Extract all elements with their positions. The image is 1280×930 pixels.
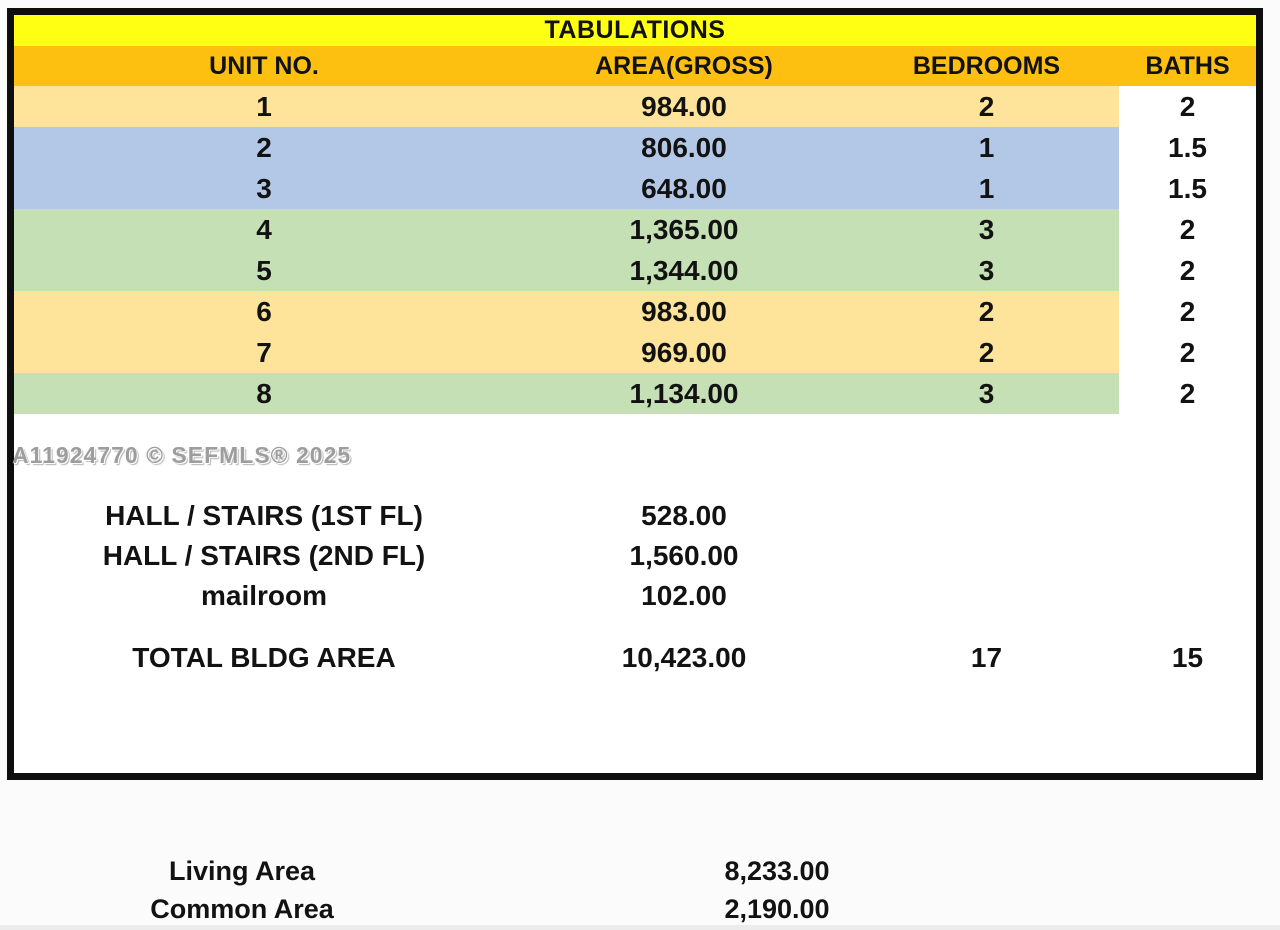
table-row — [14, 86, 1256, 127]
column-header-baths: BATHS — [1119, 46, 1256, 86]
area-cell: 984.00 — [514, 86, 854, 127]
baths-cell: 2 — [1119, 373, 1256, 414]
common-area-rows — [14, 496, 1256, 616]
baths-cell: 1.5 — [1119, 127, 1256, 168]
unit-no-cell: 8 — [14, 373, 514, 414]
common-area-row — [14, 576, 1256, 616]
area-cell: 983.00 — [514, 291, 854, 332]
table-row — [14, 209, 1256, 250]
common-area-row — [14, 496, 1256, 536]
area-cell: 1,365.00 — [514, 209, 854, 250]
table-row — [14, 332, 1256, 373]
gap-zone — [14, 414, 1256, 496]
bedrooms-cell: 3 — [854, 250, 1119, 291]
unit-no-cell: 6 — [14, 291, 514, 332]
area-cell: 969.00 — [514, 332, 854, 373]
bedrooms-cell: 1 — [854, 127, 1119, 168]
common-label-cell: mailroom — [200, 580, 328, 611]
unit-no-cell: 3 — [14, 168, 514, 209]
total-row — [14, 638, 1256, 678]
common-area-cell: 102.00 — [641, 580, 727, 611]
tabulations-table — [7, 8, 1263, 780]
unit-no-cell: 7 — [14, 332, 514, 373]
table-row — [14, 291, 1256, 332]
table-row — [14, 168, 1256, 209]
summary-label: Common Area — [150, 893, 334, 924]
summary-value: 8,233.00 — [724, 855, 830, 886]
column-header-bedrooms: BEDROOMS — [854, 46, 1119, 86]
unit-no-cell: 2 — [14, 127, 514, 168]
column-header-area-gross: AREA(GROSS) — [514, 46, 854, 86]
unit-rows — [14, 86, 1256, 414]
bedrooms-cell: 1 — [854, 168, 1119, 209]
bedrooms-cell: 3 — [854, 373, 1119, 414]
baths-cell: 2 — [1119, 209, 1256, 250]
bedrooms-cell: 2 — [854, 291, 1119, 332]
baths-cell: 2 — [1119, 291, 1256, 332]
summary-label: Living Area — [168, 855, 316, 886]
total-area-cell: 10,423.00 — [621, 642, 747, 673]
baths-cell: 1.5 — [1119, 168, 1256, 209]
total-label-cell: TOTAL BLDG AREA — [132, 642, 396, 673]
unit-no-cell: 5 — [14, 250, 514, 291]
unit-no-cell: 4 — [14, 209, 514, 250]
common-area-row — [14, 536, 1256, 576]
table-row — [14, 373, 1256, 414]
bedrooms-cell: 2 — [854, 86, 1119, 127]
area-cell: 1,344.00 — [514, 250, 854, 291]
bottom-edge-strip — [0, 925, 1280, 930]
spacer-row — [14, 616, 1256, 638]
table-title: TABULATIONS — [14, 15, 1256, 46]
column-header-unit-no: UNIT NO. — [14, 46, 514, 86]
baths-cell: 2 — [1119, 86, 1256, 127]
table-header-row — [14, 46, 1256, 86]
common-label-cell: HALL / STAIRS (2ND FL) — [102, 540, 426, 571]
mls-watermark: A11924770 © SEFMLS® 2025 — [12, 442, 352, 468]
unit-no-cell: 1 — [14, 86, 514, 127]
area-cell: 648.00 — [514, 168, 854, 209]
bedrooms-cell: 2 — [854, 332, 1119, 373]
baths-cell: 2 — [1119, 332, 1256, 373]
area-cell: 806.00 — [514, 127, 854, 168]
bedrooms-cell: 3 — [854, 209, 1119, 250]
total-baths-cell: 15 — [1171, 642, 1204, 673]
area-cell: 1,134.00 — [514, 373, 854, 414]
summary-row — [7, 890, 1263, 928]
summary-value: 2,190.00 — [724, 893, 830, 924]
baths-cell: 2 — [1119, 250, 1256, 291]
common-area-cell: 1,560.00 — [629, 540, 739, 571]
total-bedrooms-cell: 17 — [970, 642, 1003, 673]
table-row — [14, 127, 1256, 168]
table-row — [14, 250, 1256, 291]
common-area-cell: 528.00 — [641, 500, 727, 531]
summary-section — [7, 852, 1263, 928]
common-label-cell: HALL / STAIRS (1ST FL) — [105, 500, 423, 531]
summary-row — [7, 852, 1263, 890]
